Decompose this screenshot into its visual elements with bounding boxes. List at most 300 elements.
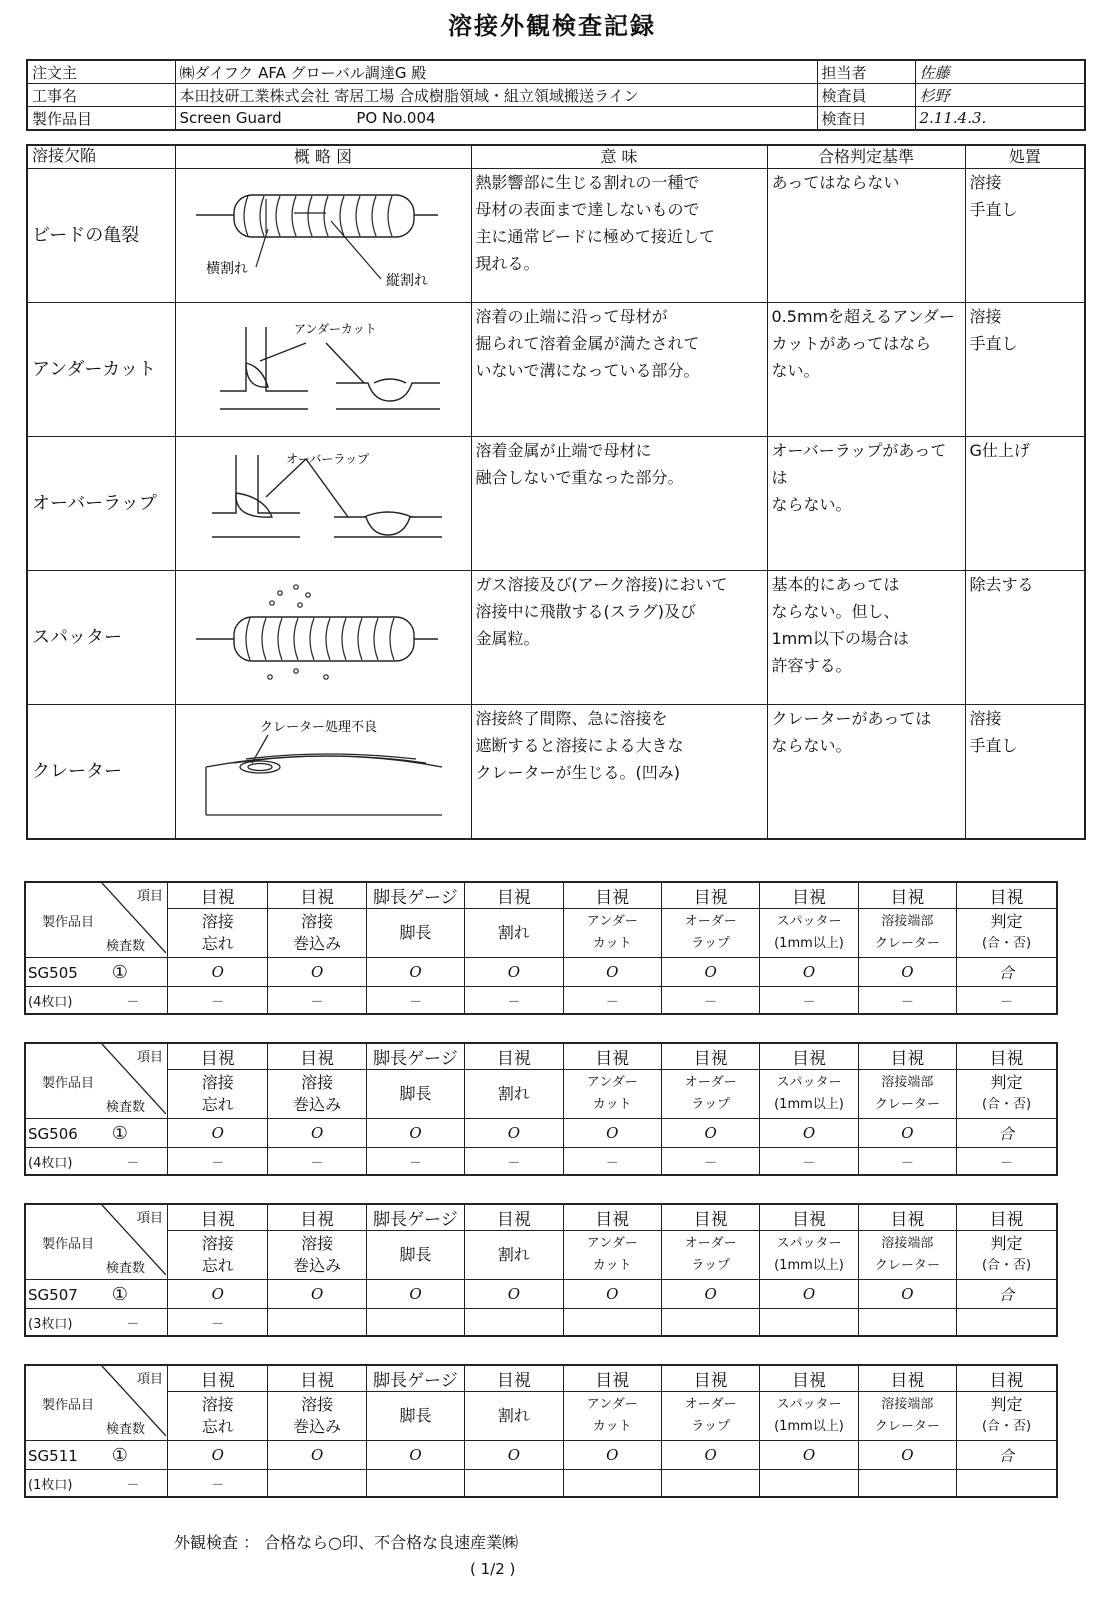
result-mark: 合	[957, 1119, 1057, 1148]
action-cell	[965, 437, 1085, 571]
corner-header-cell	[25, 1043, 168, 1119]
result-row2: －	[268, 987, 366, 1015]
sub-dash: －	[126, 1155, 140, 1171]
item-line: クレーター	[874, 936, 940, 951]
method-cell: 目視	[661, 1043, 759, 1070]
item-line: アンダー	[586, 1075, 638, 1090]
meaning-line: 溶着の止端に沿って母材が	[475, 307, 668, 326]
criteria-line: ない。	[771, 361, 820, 380]
item-line: (合・否)	[981, 1097, 1032, 1112]
result-mark: O	[168, 958, 268, 987]
criteria-cell	[767, 303, 965, 437]
item-line: アンダー	[586, 1397, 638, 1412]
result-mark: O	[268, 1280, 366, 1309]
result-row2: －	[760, 987, 858, 1015]
action-line: 除去する	[969, 575, 1034, 594]
result-mark: O	[661, 1280, 759, 1309]
method-cell: 脚長ゲージ	[366, 1204, 464, 1231]
result-mark: O	[858, 1119, 956, 1148]
result-row2: －	[760, 1148, 858, 1176]
item-cell	[563, 909, 661, 958]
result-mark: 合	[957, 1280, 1057, 1309]
method-cell: 目視	[858, 882, 956, 909]
product-code: SG506	[28, 1124, 78, 1143]
page-number: ( 1/2 )	[470, 1560, 516, 1578]
action-line: 手直し	[969, 200, 1018, 219]
sketch-label-yoko: 横割れ	[205, 261, 248, 277]
criteria-cell	[767, 169, 965, 303]
count-value: ①	[111, 961, 128, 983]
method-cell: 目視	[168, 882, 268, 909]
item-line: クレーター	[874, 1097, 940, 1112]
item-line: オーダー	[684, 1236, 737, 1251]
item-line: カット	[592, 936, 632, 951]
meaning-cell	[471, 437, 767, 571]
item-line: 脚長	[399, 923, 432, 942]
result-mark: O	[760, 1441, 858, 1470]
item-line: スパッター	[776, 1397, 842, 1412]
method-cell: 目視	[957, 1043, 1057, 1070]
action-line: 溶接	[969, 173, 1002, 192]
criteria-line: ならない。	[771, 495, 852, 514]
result-mark: O	[465, 1280, 563, 1309]
meaning-line: 遮断すると溶接による大きな	[475, 736, 684, 755]
result-row2: －	[858, 1148, 956, 1176]
product-label: 製作品目	[42, 1076, 95, 1091]
result-mark: O	[661, 1119, 759, 1148]
item-cell	[957, 1392, 1057, 1441]
sub-cell	[25, 1470, 168, 1498]
count-value: ①	[111, 1283, 128, 1305]
criteria-line: カットがあってはなら	[771, 334, 932, 353]
header-table	[26, 59, 1086, 131]
result-mark: O	[465, 958, 563, 987]
item-line: 割れ	[497, 1406, 530, 1425]
result-row2	[760, 1470, 858, 1498]
corner-header-cell	[25, 882, 168, 958]
item-line: オーダー	[684, 914, 737, 929]
date-label: 検査日	[817, 107, 915, 131]
method-cell: 目視	[661, 882, 759, 909]
method-cell: 目視	[957, 1204, 1057, 1231]
defect-table	[26, 144, 1086, 840]
method-cell: 脚長ゲージ	[366, 1365, 464, 1392]
item-line: オーダー	[684, 1075, 737, 1090]
item-line: アンダー	[586, 1236, 638, 1251]
method-cell: 目視	[661, 1365, 759, 1392]
method-cell: 脚長ゲージ	[366, 882, 464, 909]
result-mark: O	[760, 1280, 858, 1309]
sub-dash: －	[126, 1316, 140, 1332]
count-value: ①	[111, 1122, 128, 1144]
item-line: 溶接	[201, 1073, 234, 1092]
count-label: 検査数	[106, 1261, 146, 1276]
result-mark: 合	[957, 1441, 1057, 1470]
defect-name: オーバーラップ	[27, 437, 175, 571]
item-line: ラップ	[691, 936, 730, 951]
item-line: 溶接	[301, 1073, 334, 1092]
item-cell	[168, 1392, 268, 1441]
method-cell: 脚長ゲージ	[366, 1043, 464, 1070]
item-cell	[366, 909, 464, 958]
item-cell	[760, 1070, 858, 1119]
meaning-cell	[471, 169, 767, 303]
method-cell: 目視	[168, 1204, 268, 1231]
result-row2: －	[563, 1148, 661, 1176]
item-cell	[168, 1070, 268, 1119]
product-cell	[25, 1441, 168, 1470]
result-row2	[563, 1309, 661, 1337]
criteria-line: 0.5mmを超えるアンダー	[771, 307, 955, 326]
item-line: 溶接端部	[881, 914, 934, 929]
product-cell	[25, 958, 168, 987]
method-cell: 目視	[760, 1365, 858, 1392]
criteria-cell	[767, 705, 965, 839]
method-cell: 目視	[563, 1365, 661, 1392]
method-cell: 目視	[760, 882, 858, 909]
result-mark: O	[268, 958, 366, 987]
result-row2: －	[563, 987, 661, 1015]
defect-name: ビードの亀裂	[27, 169, 175, 303]
result-row2	[563, 1470, 661, 1498]
item-cell	[563, 1070, 661, 1119]
col-criteria: 合格判定基準	[767, 145, 965, 169]
item-cell	[661, 909, 759, 958]
result-row2	[858, 1309, 956, 1337]
project-label: 工事名	[27, 84, 175, 107]
method-cell: 目視	[858, 1204, 956, 1231]
item-line: 巻込み	[293, 934, 342, 953]
method-cell: 目視	[465, 1204, 563, 1231]
item-line: 忘れ	[201, 934, 234, 953]
orderer-label: 注文主	[27, 60, 175, 84]
item-cell	[268, 1070, 366, 1119]
item-line: 溶接	[301, 1234, 334, 1253]
item-line: 判定	[990, 1073, 1023, 1092]
sketch-overlap	[175, 437, 471, 571]
item-line: 溶接	[301, 1395, 334, 1414]
result-row2	[760, 1309, 858, 1337]
item-cell	[858, 1070, 956, 1119]
action-line: 手直し	[969, 736, 1018, 755]
meaning-cell	[471, 705, 767, 839]
result-row2: －	[858, 987, 956, 1015]
meaning-line: 溶接中に飛散する(スラグ)及び	[475, 602, 696, 621]
result-mark: O	[563, 958, 661, 987]
criteria-line: 許容する。	[771, 656, 852, 675]
result-row2: －	[465, 1148, 563, 1176]
item-line: 溶接	[201, 1395, 234, 1414]
method-cell: 目視	[465, 1365, 563, 1392]
result-row2	[366, 1309, 464, 1337]
item-line: 脚長	[399, 1084, 432, 1103]
item-line: (1mm以上)	[774, 1258, 844, 1273]
method-cell: 目視	[957, 882, 1057, 909]
col-defect: 溶接欠陥	[27, 145, 175, 169]
criteria-line: クレーターがあっては	[771, 709, 932, 728]
item-line: 割れ	[497, 923, 530, 942]
item-line: 溶接	[301, 912, 334, 931]
item-line: 溶接	[201, 1234, 234, 1253]
method-cell: 目視	[465, 1043, 563, 1070]
item-line: ラップ	[691, 1097, 730, 1112]
result-row2	[465, 1309, 563, 1337]
result-row2: －	[168, 987, 268, 1015]
action-line: 溶接	[969, 307, 1002, 326]
project-value: 本田技研工業株式会社 寄居工場 合成樹脂領域・組立領域搬送ライン	[175, 84, 817, 107]
result-row2	[465, 1470, 563, 1498]
meaning-line: 母材の表面まで達しないもので	[475, 200, 700, 219]
item-cell	[760, 1392, 858, 1441]
sub-dash: －	[126, 994, 140, 1010]
meaning-cell	[471, 303, 767, 437]
item-cell	[760, 1231, 858, 1280]
result-row2: －	[168, 1470, 268, 1498]
product-label: 製作品目	[27, 107, 175, 131]
document-title: 溶接外観検査記録	[448, 12, 656, 40]
method-cell: 目視	[268, 1043, 366, 1070]
item-line: スパッター	[776, 1236, 842, 1251]
count-value: ①	[111, 1444, 128, 1466]
item-cell	[465, 909, 563, 958]
item-line: クレーター	[874, 1258, 940, 1273]
sketch-label-crater: クレーター処理不良	[259, 720, 377, 735]
item-cell	[661, 1070, 759, 1119]
result-mark: O	[168, 1441, 268, 1470]
col-meaning: 意 味	[471, 145, 767, 169]
item-line: 忘れ	[201, 1256, 234, 1275]
action-line: 溶接	[969, 709, 1002, 728]
result-mark: O	[661, 958, 759, 987]
result-mark: O	[858, 1280, 956, 1309]
date-signature: 2.11.4.3.	[915, 107, 1085, 131]
item-line: スパッター	[776, 914, 842, 929]
result-mark: O	[563, 1119, 661, 1148]
item-cell	[168, 1231, 268, 1280]
result-row2	[957, 1470, 1057, 1498]
sub-cell	[25, 1309, 168, 1337]
action-cell	[965, 571, 1085, 705]
meaning-line: 掘られて溶着金属が満たされて	[475, 334, 700, 353]
item-cell	[957, 1070, 1057, 1119]
product-value: Screen Guard	[179, 109, 282, 127]
item-cell	[268, 1392, 366, 1441]
criteria-cell	[767, 437, 965, 571]
result-mark: O	[858, 1441, 956, 1470]
product-label: 製作品目	[42, 1237, 95, 1252]
result-row2: －	[661, 1148, 759, 1176]
meaning-line: 溶着金属が止端で母材に	[475, 441, 652, 460]
item-line: オーダー	[684, 1397, 737, 1412]
result-mark: O	[268, 1119, 366, 1148]
item-line: 割れ	[497, 1084, 530, 1103]
method-cell: 目視	[760, 1043, 858, 1070]
result-row2	[268, 1309, 366, 1337]
result-row2: －	[268, 1148, 366, 1176]
meaning-line: 現れる。	[475, 254, 540, 273]
meaning-line: 熱影響部に生じる割れの一種で	[475, 173, 700, 192]
result-row2	[268, 1470, 366, 1498]
product-code: SG507	[28, 1285, 78, 1304]
item-line: (合・否)	[981, 936, 1032, 951]
item-cell	[957, 1231, 1057, 1280]
result-row2: －	[168, 1309, 268, 1337]
item-line: 巻込み	[293, 1095, 342, 1114]
item-line: カット	[592, 1419, 632, 1434]
action-cell	[965, 303, 1085, 437]
result-mark: O	[760, 1119, 858, 1148]
result-row2	[366, 1470, 464, 1498]
sub-label: (4枚口)	[28, 994, 73, 1010]
method-cell: 目視	[563, 1043, 661, 1070]
result-row2: －	[957, 987, 1057, 1015]
item-cell	[563, 1231, 661, 1280]
product-value-cell	[175, 107, 817, 131]
footer-note: 外観検査 ： 合格なら○印、不合格な良速産業㈱	[174, 1533, 519, 1552]
meaning-line: 主に通常ビードに極めて接近して	[475, 227, 715, 246]
defect-name: アンダーカット	[27, 303, 175, 437]
item-line: 溶接端部	[881, 1397, 934, 1412]
sub-cell	[25, 1148, 168, 1176]
action-cell	[965, 705, 1085, 839]
result-row2	[858, 1470, 956, 1498]
method-cell: 目視	[268, 882, 366, 909]
item-cell	[366, 1392, 464, 1441]
item-line: 巻込み	[293, 1417, 342, 1436]
item-line: クレーター	[874, 1419, 940, 1434]
sketch-label-tate: 縦割れ	[385, 273, 428, 289]
result-row2: －	[366, 987, 464, 1015]
meaning-line: 金属粒。	[475, 629, 540, 648]
method-cell: 目視	[563, 882, 661, 909]
sub-cell	[25, 987, 168, 1015]
result-mark: O	[168, 1119, 268, 1148]
item-cell	[465, 1070, 563, 1119]
result-mark: O	[168, 1280, 268, 1309]
item-line: スパッター	[776, 1075, 842, 1090]
item-label: 項目	[137, 1372, 164, 1387]
item-line: 忘れ	[201, 1417, 234, 1436]
criteria-line: 1mm以下の場合は	[771, 629, 909, 648]
sub-label: (3枚口)	[28, 1316, 73, 1332]
item-line: カット	[592, 1258, 632, 1273]
method-cell: 目視	[957, 1365, 1057, 1392]
sketch-crack	[175, 169, 471, 303]
sketch-undercut	[175, 303, 471, 437]
result-row2: －	[661, 987, 759, 1015]
action-line: G仕上げ	[969, 441, 1030, 460]
item-label: 項目	[137, 1211, 164, 1226]
item-line: ラップ	[691, 1258, 730, 1273]
result-mark: O	[661, 1441, 759, 1470]
method-cell: 目視	[465, 882, 563, 909]
inspector-signature: 杉野	[915, 84, 1085, 107]
result-row2	[957, 1309, 1057, 1337]
result-mark: O	[366, 1280, 464, 1309]
meaning-cell	[471, 571, 767, 705]
meaning-line: 融合しないで重なった部分。	[475, 468, 684, 487]
inspection-table-sg506	[24, 1042, 1058, 1176]
method-cell: 目視	[268, 1204, 366, 1231]
meaning-line: いないで溝になっている部分。	[475, 361, 700, 380]
item-line: カット	[592, 1097, 632, 1112]
result-row2	[661, 1309, 759, 1337]
method-cell: 目視	[661, 1204, 759, 1231]
result-mark: O	[465, 1441, 563, 1470]
result-mark: O	[366, 1119, 464, 1148]
item-cell	[957, 909, 1057, 958]
product-cell	[25, 1280, 168, 1309]
item-line: (1mm以上)	[774, 1097, 844, 1112]
corner-header-cell	[25, 1204, 168, 1280]
inspection-table-sg511	[24, 1364, 1058, 1498]
item-line: ラップ	[691, 1419, 730, 1434]
item-line: (合・否)	[981, 1419, 1032, 1434]
sketch-label-overlap: オーバーラップ	[285, 452, 369, 466]
count-label: 検査数	[106, 1422, 146, 1437]
result-mark: 合	[957, 958, 1057, 987]
item-cell	[661, 1392, 759, 1441]
result-row2: －	[465, 987, 563, 1015]
item-line: 溶接	[201, 912, 234, 931]
person-label: 担当者	[817, 60, 915, 84]
result-row2: －	[168, 1148, 268, 1176]
result-row2: －	[366, 1148, 464, 1176]
sketch-crater	[175, 705, 471, 839]
inspector-label: 検査員	[817, 84, 915, 107]
corner-header-cell	[25, 1365, 168, 1441]
item-cell	[366, 1070, 464, 1119]
item-line: 判定	[990, 1234, 1023, 1253]
item-line: (1mm以上)	[774, 936, 844, 951]
meaning-line: ガス溶接及び(アーク溶接)において	[475, 575, 728, 594]
product-label: 製作品目	[42, 915, 95, 930]
item-line: 判定	[990, 912, 1023, 931]
result-mark: O	[366, 958, 464, 987]
item-cell	[858, 1231, 956, 1280]
item-cell	[366, 1231, 464, 1280]
result-mark: O	[268, 1441, 366, 1470]
orderer-value: ㈱ダイフク AFA グローバル調達G 殿	[175, 60, 817, 84]
item-line: 溶接端部	[881, 1236, 934, 1251]
result-row2: －	[957, 1148, 1057, 1176]
item-line: 割れ	[497, 1245, 530, 1264]
criteria-line: ならない。	[771, 736, 852, 755]
item-label: 項目	[137, 1050, 164, 1065]
criteria-line: あってはならない	[771, 173, 900, 192]
inspection-table-sg507	[24, 1203, 1058, 1337]
item-cell	[858, 909, 956, 958]
sub-label: (1枚口)	[28, 1477, 73, 1493]
action-cell	[965, 169, 1085, 303]
criteria-line: 基本的にあっては	[771, 575, 900, 594]
person-signature: 佐藤	[915, 60, 1085, 84]
item-line: 判定	[990, 1395, 1023, 1414]
method-cell: 目視	[168, 1365, 268, 1392]
count-label: 検査数	[106, 1100, 146, 1115]
result-mark: O	[563, 1280, 661, 1309]
col-sketch: 概 略 図	[175, 145, 471, 169]
product-code: SG511	[28, 1446, 78, 1465]
item-line: 脚長	[399, 1406, 432, 1425]
item-cell	[268, 1231, 366, 1280]
item-cell	[465, 1392, 563, 1441]
result-mark: O	[563, 1441, 661, 1470]
item-cell	[760, 909, 858, 958]
method-cell: 目視	[168, 1043, 268, 1070]
sub-label: (4枚口)	[28, 1155, 73, 1171]
sketch-spatter	[175, 571, 471, 705]
